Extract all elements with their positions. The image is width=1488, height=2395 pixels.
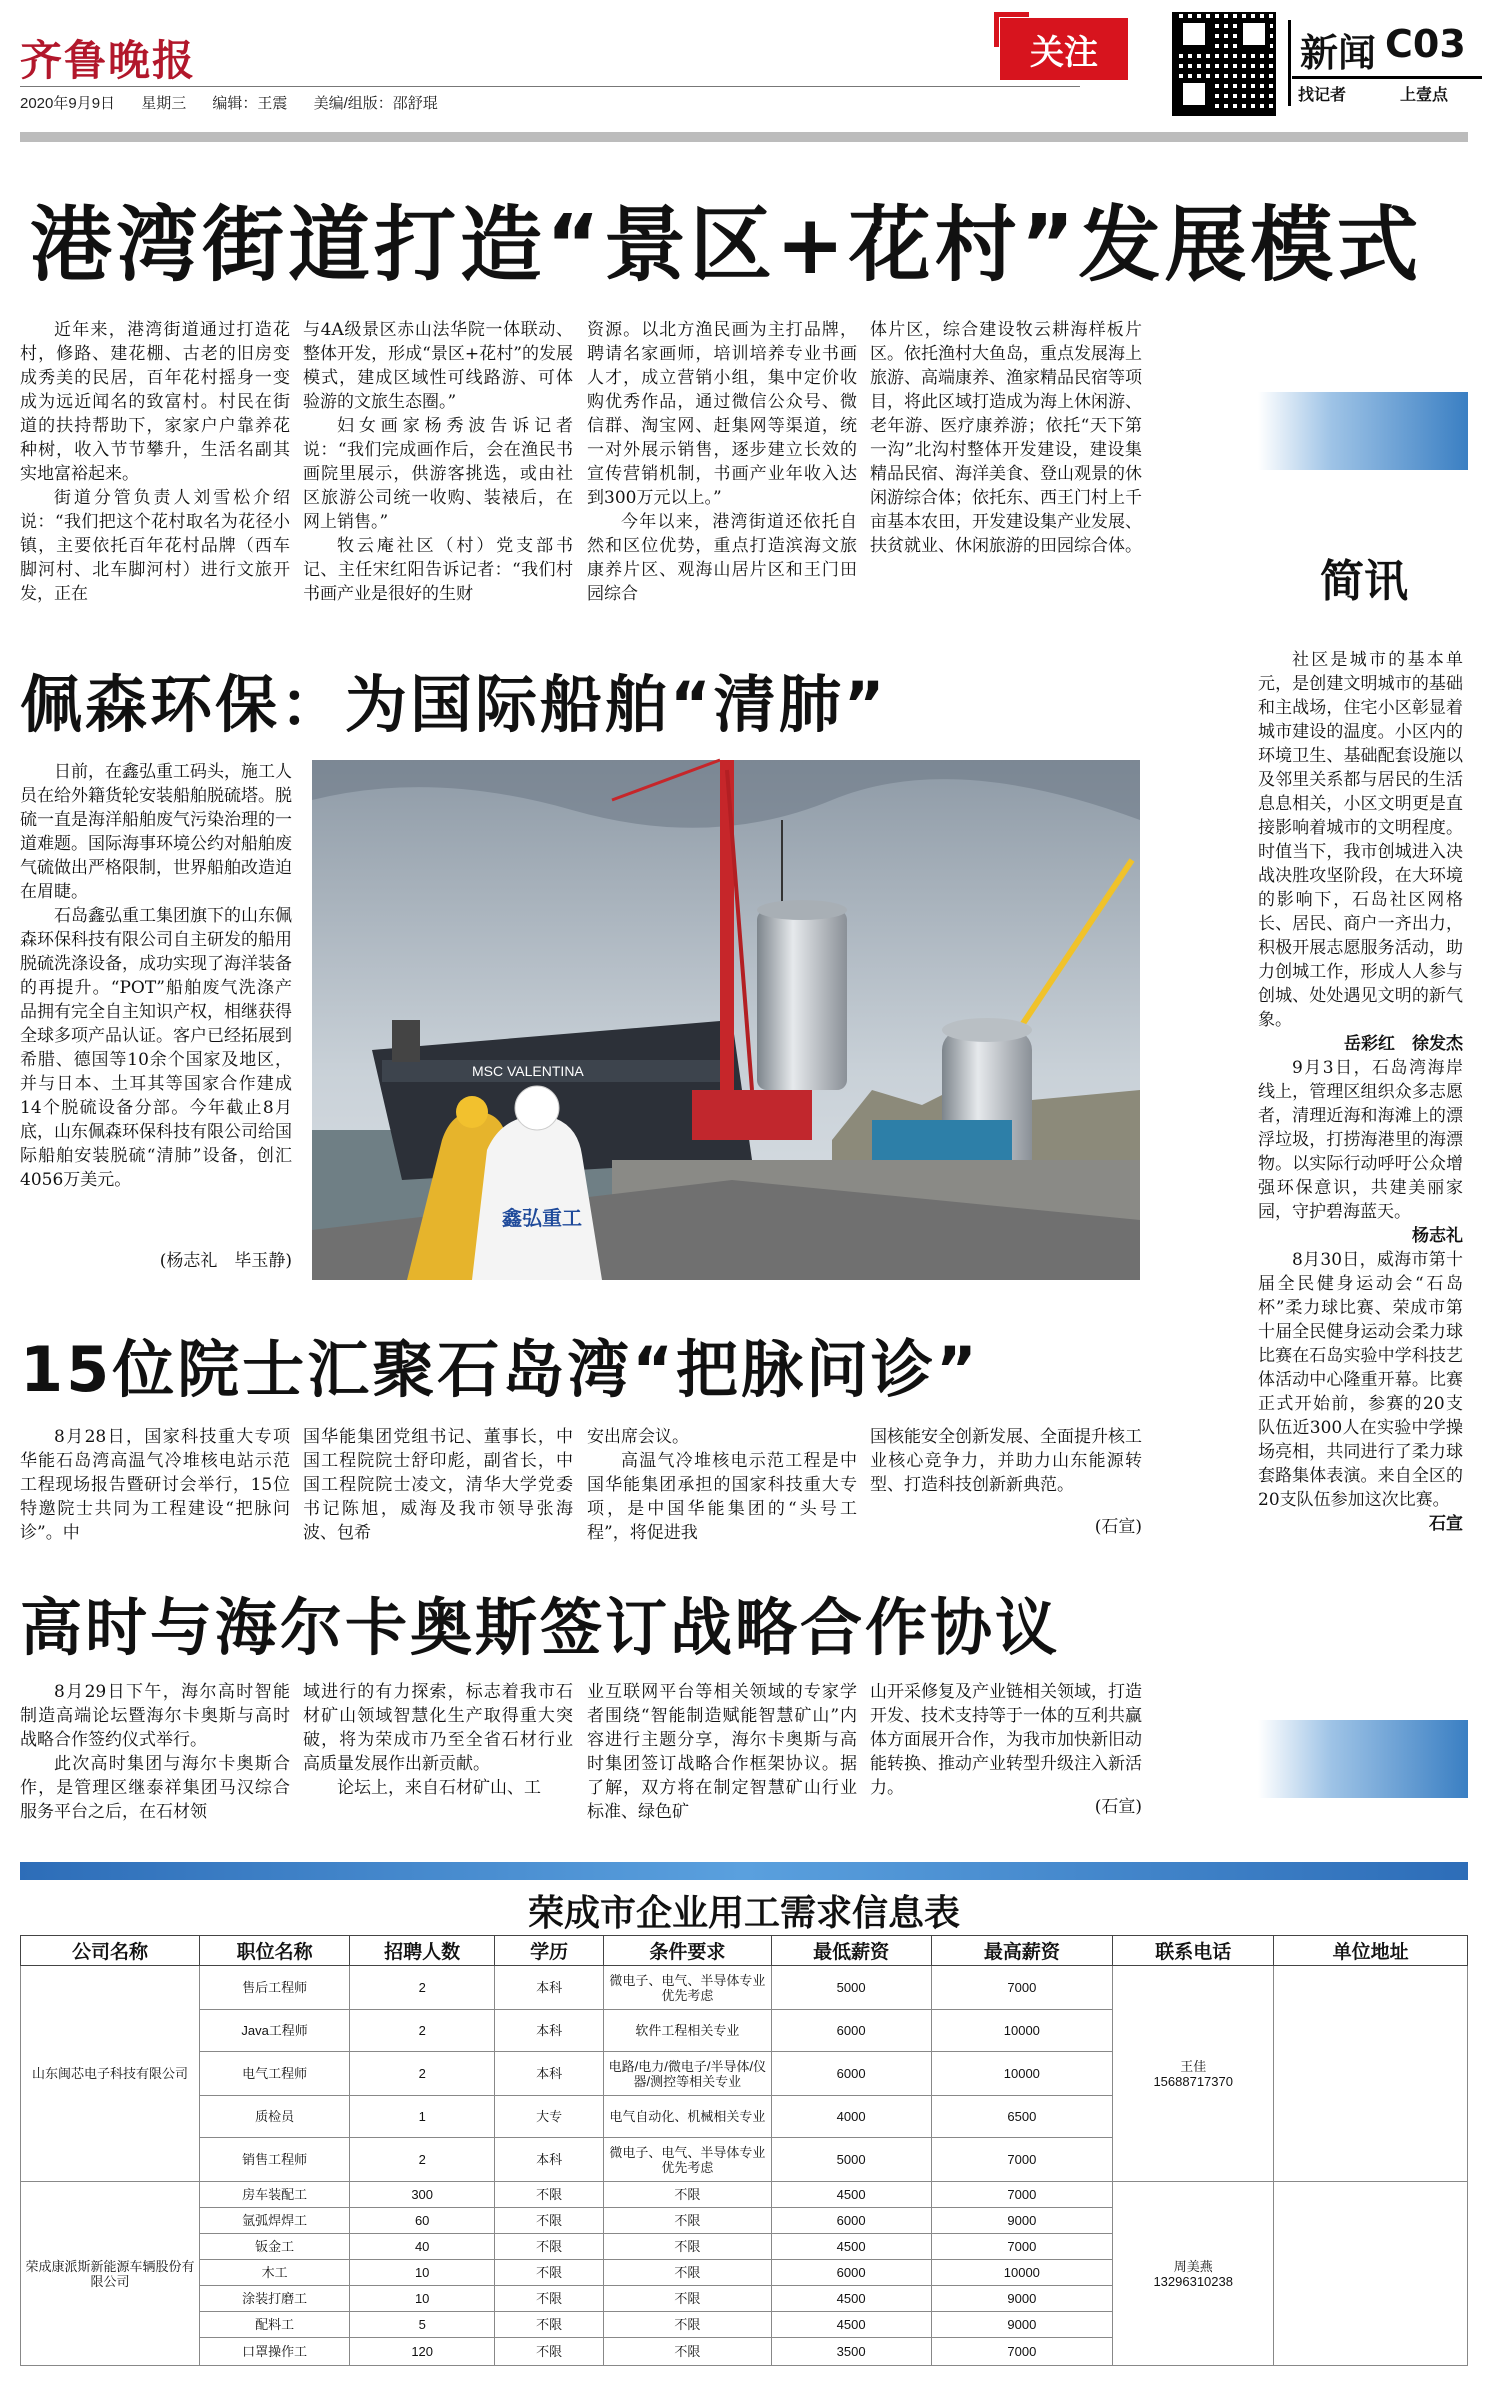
article4-col2 <box>303 1680 573 1810</box>
vest-label: 鑫弘重工 <box>502 1206 582 1230</box>
education-cell: 不限 <box>495 2234 604 2260</box>
education-cell: 不限 <box>495 2338 604 2366</box>
requirement-cell: 不限 <box>604 2260 772 2286</box>
requirement-cell: 不限 <box>604 2182 772 2208</box>
max-salary-cell: 6500 <box>931 2096 1113 2138</box>
news-photo <box>312 760 1140 1280</box>
col-header-min-salary: 最低薪资 <box>771 1936 931 1966</box>
ship-name-label: MSC VALENTINA <box>472 1063 584 1079</box>
min-salary-cell: 4500 <box>771 2182 931 2208</box>
requirement-cell: 不限 <box>604 2234 772 2260</box>
article3-col1-p1: 8月28日，国家科技重大专项华能石岛湾高温气冷堆核电站示范工程现场报告暨研讨会举行，15位特邀院士共同为工程建设“把脉问诊”。中 <box>20 1427 290 1543</box>
max-salary-cell: 10000 <box>931 2260 1113 2286</box>
count-cell: 5 <box>350 2312 495 2338</box>
header-band <box>20 132 1468 142</box>
position-cell: 涂装打磨工 <box>200 2286 350 2312</box>
designer-credit: 美编/组版：邵舒琨 <box>313 95 438 112</box>
education-cell: 不限 <box>495 2208 604 2234</box>
max-salary-cell: 7000 <box>931 2234 1113 2260</box>
contact-cell <box>1113 1966 1274 2182</box>
min-salary-cell: 6000 <box>771 2208 931 2234</box>
article4-col4-p1: 山开采修复及产业链相关领域，打造开发、技术支持等于一体的互利共赢体方面展开合作，为我市加快新旧动能转换、推动产业转型升级注入新活力。 <box>870 1682 1142 1798</box>
article3-col3-p2: 高温气冷堆核电示范工程是中国华能集团承担的国家科技重大专项，是中国华能集团的“头号工程”，将促进我 <box>587 1451 857 1543</box>
article1-col3 <box>587 318 857 618</box>
position-cell: Java工程师 <box>200 2010 350 2052</box>
jobs-header-row <box>21 1936 1468 1966</box>
sidebar-band-bottom <box>1258 1720 1468 1798</box>
article2-source: (杨志礼 毕玉静) <box>159 1251 292 1271</box>
count-cell: 10 <box>350 2260 495 2286</box>
count-cell: 40 <box>350 2234 495 2260</box>
article4-source: (石宣) <box>1094 1797 1142 1817</box>
min-salary-cell: 6000 <box>771 2010 931 2052</box>
min-salary-cell: 4500 <box>771 2312 931 2338</box>
requirement-cell: 不限 <box>604 2208 772 2234</box>
editor-credit: 编辑：王震 <box>212 95 288 112</box>
article4-col1-p2: 此次高时集团与海尔卡奥斯合作，是管理区继泰祥集团马汉综合服务平台之后，在石材领 <box>20 1754 290 1822</box>
article4-col4 <box>870 1680 1142 1810</box>
company-name-cell: 荣成康派斯新能源车辆股份有限公司 <box>21 2182 200 2366</box>
table-band <box>20 1862 1468 1880</box>
sidebar-brief-3-author: 石宣 <box>1429 1514 1463 1534</box>
jobs-table-body <box>21 1966 1468 2366</box>
article1-col1 <box>20 318 290 618</box>
education-cell: 大专 <box>495 2096 604 2138</box>
col-header-education: 学历 <box>495 1936 604 1966</box>
requirement-cell: 微电子、电气、半导体专业优先考虑 <box>604 2138 772 2182</box>
max-salary-cell: 10000 <box>931 2010 1113 2052</box>
article3-headline: 15位院士汇聚石岛湾“把脉问诊” <box>20 1333 980 1406</box>
issue-meta <box>20 92 460 113</box>
company-name-cell: 山东闽芯电子科技有限公司 <box>21 1966 200 2182</box>
position-cell: 电气工程师 <box>200 2052 350 2096</box>
article2-p2: 石岛鑫弘重工集团旗下的山东佩森环保科技有限公司自主研发的船用脱硫洗涤设备，成功实现了海洋装备的再提升。“POT”船舶废气洗涤产品拥有完全自主知识产权，相继获得全球多项产品认证。客户已经拓展到希腊、德国等10余个国家及地区，并与日本、土耳其等国家合作建成14个脱硫设备分部。今年截止8月底，山东佩森环保科技有限公司给国际船舶安装脱硫“清肺”设备，创汇4056万美元。 <box>20 906 292 1190</box>
article4-col1-p1: 8月29日下午，海尔高时智能制造高端论坛暨海尔卡奥斯与高时战略合作签约仪式举行。 <box>20 1682 290 1750</box>
count-cell: 1 <box>350 2096 495 2138</box>
requirement-cell: 微电子、电气、半导体专业优先考虑 <box>604 1966 772 2010</box>
position-cell: 质检员 <box>200 2096 350 2138</box>
education-cell: 不限 <box>495 2260 604 2286</box>
article1-col3-p1: 资源。以北方渔民画为主打品牌，聘请名家画师，培训培养专业书画人才，成立营销小组，集中定价收购优秀作品，通过微信公众号、微信群、淘宝网、赶集网等渠道，统一对外展示销售，逐步建立长效的宣传营销机制，书画产业年收入达到300万元以上。” <box>587 320 857 508</box>
reporter-label-left: 找记者 <box>1298 85 1347 104</box>
article4-col2-p1: 域进行的有力探索，标志着我市石材矿山领域智慧化生产取得重大突破，将为荣成市乃至全省石材行业高质量发展作出新贡献。 <box>303 1682 573 1774</box>
article4-col3 <box>587 1680 857 1822</box>
education-cell: 本科 <box>495 2138 604 2182</box>
min-salary-cell: 4500 <box>771 2234 931 2260</box>
article1-col2-p2: 妇女画家杨秀波告诉记者说：“我们完成画作后，会在渔民书画院里展示，供游客挑选，或由社区旅游公司统一收购、装裱后，在网上销售。” <box>303 416 573 532</box>
reporter-label-right: 上壹点 <box>1400 85 1449 104</box>
col-header-max-salary: 最高薪资 <box>931 1936 1113 1966</box>
article1-col2-p3: 牧云庵社区（村）党支部书记、主任宋红阳告诉记者：“我们村书画产业是很好的生财 <box>303 536 573 604</box>
article1-headline: 港湾街道打造“景区+花村”发展模式 <box>30 198 1423 293</box>
education-cell: 不限 <box>495 2312 604 2338</box>
education-cell: 本科 <box>495 2010 604 2052</box>
article3-col3-p1: 安出席会议。 <box>587 1427 689 1447</box>
requirement-cell: 不限 <box>604 2338 772 2366</box>
sidebar-brief-1 <box>1258 648 1463 1536</box>
max-salary-cell: 7000 <box>931 2182 1113 2208</box>
dock-photo-illustration <box>312 760 1140 1280</box>
address-cell <box>1274 1966 1468 2182</box>
count-cell: 2 <box>350 2010 495 2052</box>
count-cell: 300 <box>350 2182 495 2208</box>
article4-headline: 高时与海尔卡奥斯签订战略合作协议 <box>20 1591 1061 1664</box>
article1-col2-p1: 与4A级景区赤山法华院一体联动、整体开发，形成“景区+花村”的发展模式，建成区域性可线路游、可体验游的文旅生态圈。” <box>303 320 573 412</box>
count-cell: 60 <box>350 2208 495 2234</box>
max-salary-cell: 7000 <box>931 1966 1113 2010</box>
issue-weekday: 星期三 <box>141 95 187 112</box>
table-row <box>21 1966 1468 2010</box>
jobs-table <box>20 1935 1468 2366</box>
sidebar-brief-1-text: 社区是城市的基本单元，是创建文明城市的基础和主战场，住宅小区彰显着城市建设的温度。小区内的环境卫生、基础配套设施以及邻里关系都与居民的生活息息相关，小区文明更是直接影响着城市的文明程度。时值当下，我市创城进入决战决胜攻坚阶段，在大环境的影响下，石岛社区网格长、居民、商户一齐出力，积极开展志愿服务活动，助力创城工作，形成人人参与创城、处处遇见文明的新气象。 <box>1258 650 1463 1030</box>
address-cell <box>1274 2182 1468 2366</box>
col-header-count: 招聘人数 <box>350 1936 495 1966</box>
min-salary-cell: 6000 <box>771 2260 931 2286</box>
article3-col3 <box>587 1425 857 1555</box>
section-divider <box>1288 20 1291 106</box>
education-cell: 不限 <box>495 2286 604 2312</box>
qr-code-icon[interactable] <box>1172 12 1276 116</box>
article3-source: (石宣) <box>1094 1517 1142 1537</box>
col-header-address: 单位地址 <box>1274 1936 1468 1966</box>
max-salary-cell: 9000 <box>931 2286 1113 2312</box>
count-cell: 10 <box>350 2286 495 2312</box>
max-salary-cell: 9000 <box>931 2312 1113 2338</box>
min-salary-cell: 5000 <box>771 2138 931 2182</box>
col-header-phone: 联系电话 <box>1113 1936 1274 1966</box>
requirement-cell: 不限 <box>604 2286 772 2312</box>
min-salary-cell: 5000 <box>771 1966 931 2010</box>
page-number: C03 <box>1385 22 1466 66</box>
article3-col2-p1: 国华能集团党组书记、董事长，中国工程院院士舒印彪，副省长，中国工程院院士凌文，清华大学党委书记陈旭，威海及我市领导张海波、包希 <box>303 1427 573 1543</box>
position-cell: 配料工 <box>200 2312 350 2338</box>
col-header-position: 职位名称 <box>200 1936 350 1966</box>
position-cell: 售后工程师 <box>200 1966 350 2010</box>
contact-name: 周美燕 <box>1173 2258 1213 2274</box>
sidebar-brief-2-author: 杨志礼 <box>1412 1226 1463 1246</box>
education-cell: 本科 <box>495 2052 604 2096</box>
requirement-cell: 电路/电力/微电子/半导体/仪器/测控等相关专业 <box>604 2052 772 2096</box>
sidebar-title: 简讯 <box>1320 556 1408 607</box>
article1-col1-p1: 近年来，港湾街道通过打造花村，修路、建花棚、古老的旧房变成秀美的民居，百年花村摇身一变成为远近闻名的致富村。村民在街道的扶持帮助下，家家户户靠养花种树，收入节节攀升，生活名副其实地富裕起来。 <box>20 320 290 484</box>
article1-col1-p2: 街道分管负责人刘雪松介绍说：“我们把这个花村取名为花径小镇，主要依托百年花村品牌（西车脚河村、北车脚河村）进行文旅开发，正在 <box>20 488 290 604</box>
requirement-cell: 电气自动化、机械相关专业 <box>604 2096 772 2138</box>
section-name: 新闻 <box>1300 31 1377 75</box>
follow-badge <box>1000 18 1128 80</box>
table-row <box>21 2182 1468 2208</box>
position-cell: 木工 <box>200 2260 350 2286</box>
article2-body <box>20 760 292 1260</box>
newspaper-logo: 齐鲁晚报 <box>20 36 197 85</box>
issue-date: 2020年9月9日 <box>20 95 116 112</box>
position-cell: 口罩操作工 <box>200 2338 350 2366</box>
sidebar-band-top <box>1258 392 1468 470</box>
contact-phone: 15688717370 <box>1153 2073 1233 2089</box>
requirement-cell: 不限 <box>604 2312 772 2338</box>
article2-p1: 日前，在鑫弘重工码头，施工人员在给外籍货轮安装船舶脱硫塔。脱硫一直是海洋船舶废气污染治理的一道难题。国际海事环境公约对船舶废气硫做出严格限制，世界船舶改造迫在眉睫。 <box>20 762 292 902</box>
min-salary-cell: 3500 <box>771 2338 931 2366</box>
count-cell: 2 <box>350 2138 495 2182</box>
count-cell: 2 <box>350 1966 495 2010</box>
education-cell: 不限 <box>495 2182 604 2208</box>
article4-col3-p1: 业互联网平台等相关领域的专家学者围绕“智能制造赋能智慧矿山”内容进行主题分享，海尔卡奥斯与高时集团签订战略合作框架协议。据了解，双方将在制定智慧矿山行业标准、绿色矿 <box>587 1682 857 1822</box>
article2-headline: 佩森环保：为国际船舶“清肺” <box>20 668 888 741</box>
contact-cell <box>1113 2182 1274 2366</box>
article3-col2 <box>303 1425 573 1555</box>
article1-col3-p2: 今年以来，港湾街道还依托自然和区位优势，重点打造滨海文旅康养片区、观海山居片区和王门田园综合 <box>587 512 857 604</box>
max-salary-cell: 9000 <box>931 2208 1113 2234</box>
min-salary-cell: 4500 <box>771 2286 931 2312</box>
sidebar-brief-2-text: 9月3日，石岛湾海岸线上，管理区组织众多志愿者，清理近海和海滩上的漂浮垃圾，打捞海港里的海漂物。以实际行动呼吁公众增强环保意识，共建美丽家园，守护碧海蓝天。 <box>1258 1058 1463 1222</box>
requirement-cell: 软件工程相关专业 <box>604 2010 772 2052</box>
position-cell: 房车装配工 <box>200 2182 350 2208</box>
follow-label: 关注 <box>1030 32 1098 73</box>
max-salary-cell: 10000 <box>931 2052 1113 2096</box>
max-salary-cell: 7000 <box>931 2138 1113 2182</box>
article1-col4 <box>870 318 1142 618</box>
sidebar-brief-3-text: 8月30日，威海市第十届全民健身运动会“石岛杯”柔力球比赛、荣成市第十届全民健身运动会柔力球比赛在石岛实验中学科技艺体活动中心隆重开幕。比赛正式开始前，参赛的20支队伍近300人在实验中学操场亮相，共同进行了柔力球套路集体表演。来自全区的20支队伍参加这次比赛。 <box>1258 1250 1463 1510</box>
col-header-company: 公司名称 <box>21 1936 200 1966</box>
header-rule <box>20 86 1080 87</box>
count-cell: 120 <box>350 2338 495 2366</box>
contact-phone: 13296310238 <box>1153 2273 1233 2289</box>
jobs-table-title: 荣成市企业用工需求信息表 <box>527 1893 960 1934</box>
article3-col1 <box>20 1425 290 1555</box>
article1-col4-p1: 体片区，综合建设牧云耕海样板片区。依托渔村大鱼岛，重点发展海上旅游、高端康养、渔家精品民宿等项目，将此区域打造成为海上休闲游、老年游、医疗康养游；依托“天下第一沟”北沟村整体开发建设，建设集精品民宿、海洋美食、登山观景的休闲游综合体；依托东、西王门村上千亩基本农田，开发建设集产业发展、扶贫就业、休闲旅游的田园综合体。 <box>870 320 1142 556</box>
article3-col4-p1: 国核能安全创新发展、全面提升核工业核心竞争力，并助力山东能源转型、打造科技创新新典范。 <box>870 1427 1142 1495</box>
contact-name: 王佳 <box>1180 2058 1207 2074</box>
col-header-requirements: 条件要求 <box>604 1936 772 1966</box>
count-cell: 2 <box>350 2052 495 2096</box>
position-cell: 销售工程师 <box>200 2138 350 2182</box>
sidebar-brief-1-author: 岳彩红 徐发杰 <box>1344 1034 1463 1054</box>
article4-col1 <box>20 1680 290 1822</box>
position-cell: 氩弧焊焊工 <box>200 2208 350 2234</box>
position-cell: 钣金工 <box>200 2234 350 2260</box>
article4-col2-p2: 论坛上，来自石材矿山、工 <box>337 1778 541 1798</box>
max-salary-cell: 7000 <box>931 2338 1113 2366</box>
min-salary-cell: 4000 <box>771 2096 931 2138</box>
min-salary-cell: 6000 <box>771 2052 931 2096</box>
education-cell: 本科 <box>495 1966 604 2010</box>
article1-col2 <box>303 318 573 618</box>
